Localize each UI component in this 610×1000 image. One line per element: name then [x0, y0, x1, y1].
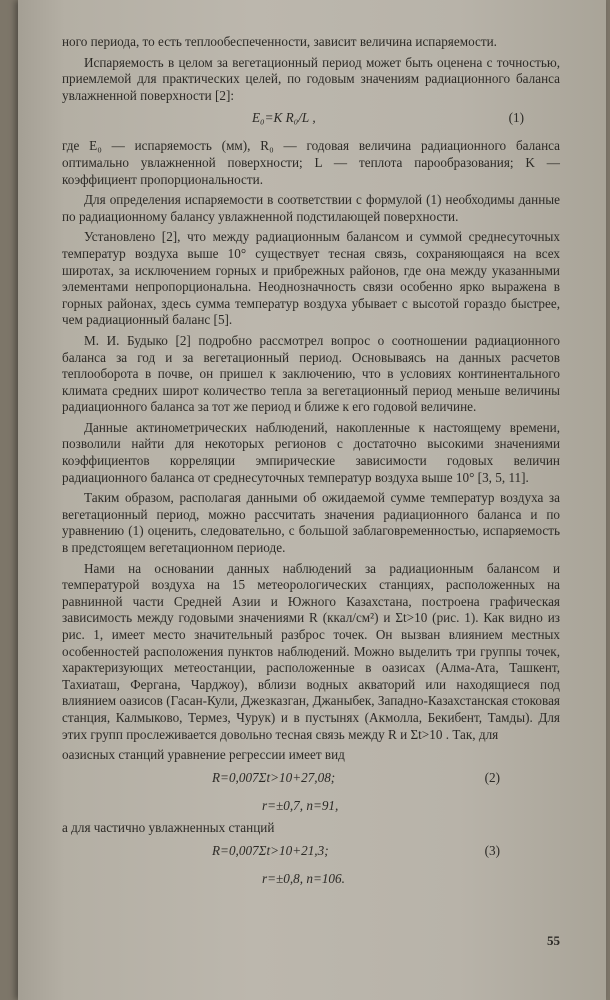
book-page: [18, 0, 606, 1000]
equation-number: (3): [484, 842, 500, 858]
paragraph: оазисных станций уравнение регрессии имеет вид: [62, 747, 345, 763]
paragraph: ного периода, то есть теплообеспеченности, зависит величина испаряемости.: [62, 34, 497, 49]
equation-formula: R=0,007Σt>10+21,3;: [212, 842, 329, 858]
paragraph: где E₀ — испаряемость (мм), R₀ — годовая величина радиационного баланса оптимально увлажненной поверхности; L — теплота парообразования; K — коэффициент пропорциональности.: [62, 138, 560, 187]
equation-stats: r=±0,7, n=91,: [262, 797, 339, 813]
paragraph: а для частично увлажненных станций: [62, 820, 275, 836]
equation-number: (2): [484, 769, 500, 785]
paragraph: Данные актинометрических наблюдений, накопленные к настоящему времени, позволили найти для некоторых регионов с достаточно высокими значениями коэффициентов корреляции эмпирические зависимости годовых величин радиационного баланса от среднесуточных температур воздуха выше 10° [3, 5, 11].: [62, 419, 560, 485]
paragraph: Установлено [2], что между радиационным балансом и суммой среднесуточных температур воздуха выше 10° существует тесная связь, сохраняющаяся на всех широтах, за исключением горных и прибрежных районов, где она между указанными элементами непропорциональна. Неоднозначность связи особенно ярко выражена в горных районах, здесь сумма температур воздуха убывает с высотой гораздо быстрее, чем радиационный баланс [5].: [62, 229, 560, 328]
equation-formula: E₀=K R₀/L ,: [252, 110, 316, 126]
paragraph: Для определения испаряемости в соответствии с формулой (1) необходимы данные по радиационному балансу увлажненной подстилающей поверхности.: [62, 192, 560, 224]
equation-number: (1): [508, 110, 524, 126]
equation-3: [62, 843, 560, 863]
equation-formula: R=0,007Σt>10+27,08;: [212, 769, 336, 785]
page-number: 55: [547, 933, 560, 948]
equation-stats: r=±0,8, n=106.: [262, 870, 345, 886]
paragraph: Нами на основании данных наблюдений за радиационным балансом и температурой воздуха на 15 метеорологических станциях, расположенных на равнинной части Средней Азии и Южного Казахстана, построена графическая зависимость между годовыми значениями R (ккал/см²) и Σt>10 (рис. 1). Как видно из рис. 1, имеет место значительный разброс точек. Он вызван влиянием местных особенностей расположения пунктов наблюдений. Можно выделить три группы точек, характеризующих метеостанции, расположенные в оазисах (Алма-Ата, Ташкент, Тахиаташ, Фергана, Чарджоу), вблизи водных акваторий или находящиеся под влиянием оазисов (Гасан-Кули, Джезказган, Джаныбек, Западно-Казахстанская стоковая станция, Калмыково, Термез, Чурук) и в пустынях (Акмолла, Бекибент, Тамды). Для этих групп прослеживается довольно тесная связь между R и Σt>10 . Так, для: [62, 560, 560, 742]
equation-2: [62, 770, 560, 790]
page-text: [62, 34, 560, 894]
equation-1: [62, 110, 560, 130]
paragraph: Таким образом, располагая данными об ожидаемой сумме температур воздуха за вегетационный период, можно рассчитать значения радиационного баланса и по уравнению (1) оценить, следовательно, с большой заблаговременностью, испаряемость в предстоящем вегетационном периоде.: [62, 490, 560, 556]
paragraph: М. И. Будыко [2] подробно рассмотрел вопрос о соотношении радиационного баланса за год и за вегетационный период. Основываясь на данных расчетов теплооборота в почве, он пришел к заключению, что в условиях континентального климата средних широт количество тепла за вегетационный период меньше величины радиационного баланса за тот же период и ближе к его годовой величине.: [62, 332, 560, 415]
paragraph: Испаряемость в целом за вегетационный период может быть оценена с точностью, приемлемой для практических целей, по годовым значениям радиационного баланса увлажненной поверхности [2]:: [62, 54, 560, 103]
